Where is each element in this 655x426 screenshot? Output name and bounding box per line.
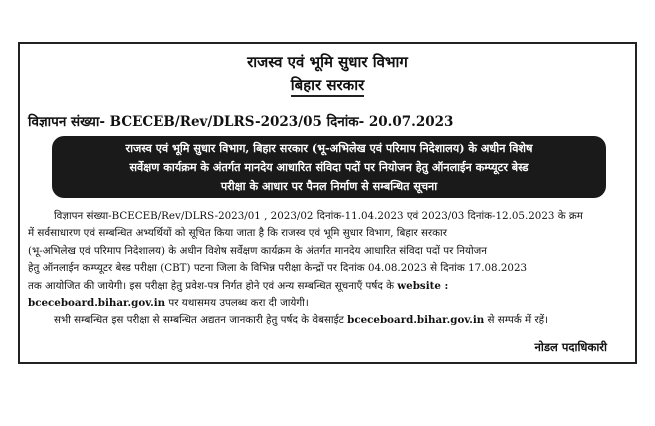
notice-banner (52, 136, 606, 198)
body-line-3-text: (भू-अभिलेख एवं परिमाप निदेशालय) के अधीन विशेष सर्वेक्षण कार्यक्रम के अंतर्गत मानदेय आधारित संविदा पदों पर नियोजन (28, 244, 488, 257)
body-line-6 (28, 295, 628, 312)
body-line-4-text: हेतु ऑनलाईन कम्प्यूटर बेस्ड परीक्षा (CBT) पटना जिला के विभिन्न परीक्षा केन्द्रों पर दिनांक 04.08.2023 से दिनांक 17.08.2023 (28, 262, 528, 275)
body-line-7 (28, 312, 628, 329)
body-line-7-text: सभी सम्बन्धित इस परीक्षा से सम्बन्धित अद्यतन जानकारी हेतु पर्षद के वेबसाईट (54, 314, 348, 327)
notice-body (28, 208, 628, 330)
body-line-2 (28, 225, 628, 242)
body-line-7-end: से सम्पर्क में रहें। (484, 314, 549, 327)
government-title (20, 75, 635, 95)
body-line-2-text: में सर्वसाधारण एवं सम्बन्धित अभ्यर्थियों को सूचित किया जाता है कि राजस्व एवं भूमि सुधार विभाग, बिहार सरकार (28, 227, 447, 240)
website-link-2[interactable]: bceceboard.bihar.gov.in (347, 314, 485, 327)
body-line-5 (28, 278, 628, 295)
body-line-4 (28, 260, 628, 277)
body-line-5-text: तक आयोजित की जायेगी। इस परीक्षा हेतु प्रवेश-पत्र निर्गत होने एवं अन्य सम्बन्धित सूचनाएँ पर्षद के (28, 279, 398, 292)
department-title: राजस्व एवं भूमि सुधार विभाग (247, 53, 408, 71)
banner-line-1: राजस्व एवं भूमि सुधार विभाग, बिहार सरकार (भू-अभिलेख एवं परिमाप निदेशालय) के अधीन विशेष (125, 141, 533, 155)
banner-line-2: सर्वेक्षण कार्यक्रम के अंतर्गत मानदेय आधारित संविदा पदों पर नियोजन हेतु ऑनलाईन कम्प्यूटर बेस्ड (129, 160, 529, 174)
notice-frame (18, 42, 637, 364)
advertisement-number: विज्ञापन संख्या- BCECEB/Rev/DLRS-2023/05 दिनांक- 20.07.2023 (28, 114, 454, 130)
body-line-6-text: पर यथासमय उपलब्ध करा दी जायेगी। (165, 297, 309, 310)
signature-nodal-officer: नोडल पदाधिकारी (534, 340, 607, 354)
government-title-text: बिहार सरकार (291, 76, 364, 97)
website-label: website : (397, 279, 449, 292)
body-line-1-text: विज्ञापन संख्या-BCECEB/Rev/DLRS-2023/01 , 2023/02 दिनांक-11.04.2023 एवं 2023/03 दिनांक-12.05.2023 के क्रम (54, 210, 583, 222)
banner-line-3: परीक्षा के आधार पर पैनल निर्माण से सम्बन्धित सूचना (220, 179, 438, 193)
body-line-3 (28, 243, 628, 260)
website-link[interactable]: bceceboard.bihar.gov.in (28, 297, 166, 310)
body-line-1 (28, 208, 628, 225)
